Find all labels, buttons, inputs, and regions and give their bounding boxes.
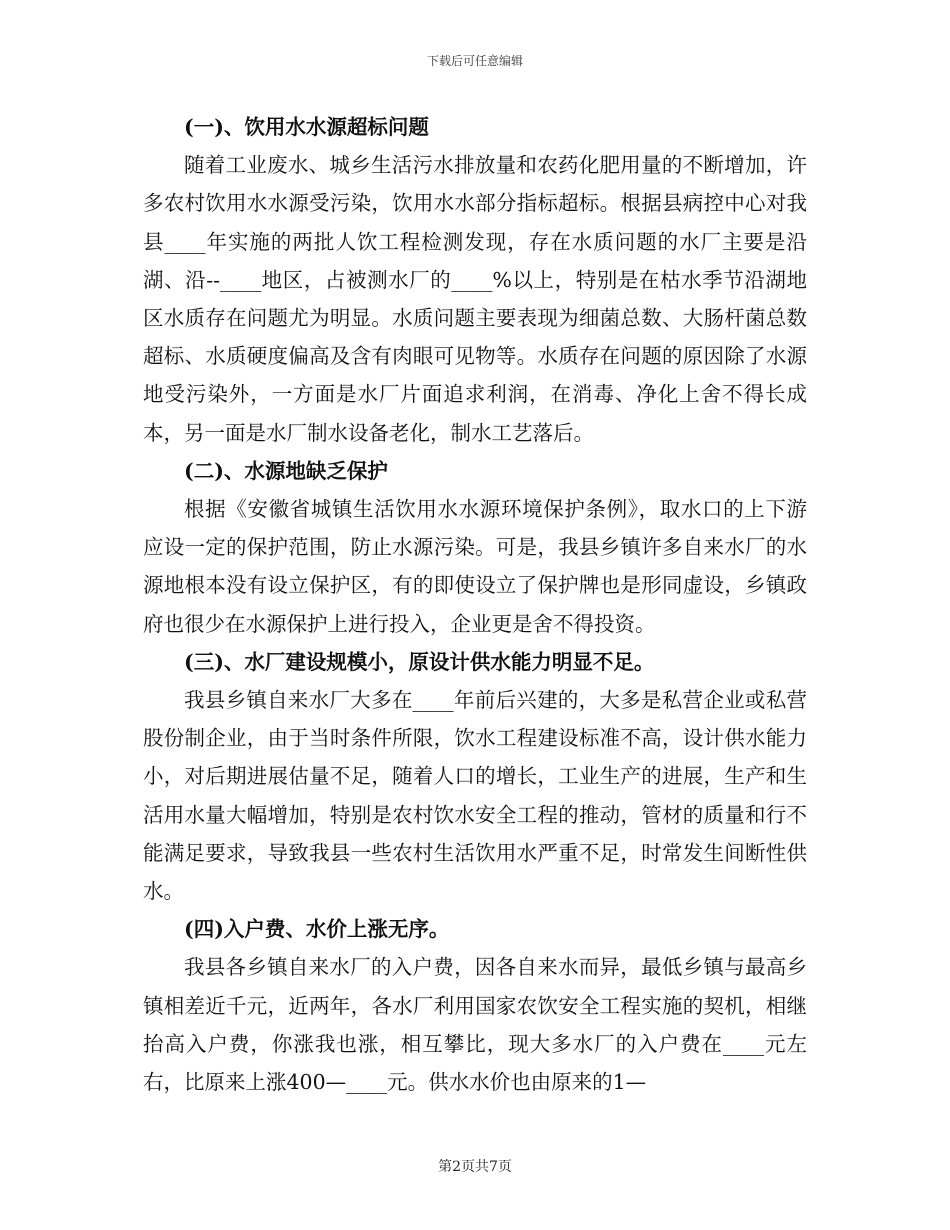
section-paragraph-4: 我县各乡镇自来水厂的入户费，因各自来水而异，最低乡镇与最高乡镇相差近千元，近两年，各水厂利用国家农饮安全工程实施的契机，相继抬高入户费，你涨我也涨，相互攀比，现大多水厂的入户费在____元左右，比原来上涨400—____元。供水水价也由原来的1—	[143, 955, 807, 1095]
section-heading-1: (一)、饮用水水源超标问题	[184, 115, 429, 139]
document-body	[143, 108, 807, 1101]
page-header: 下载后可任意编辑	[426, 54, 523, 68]
page-footer: 第2页共7页	[438, 1159, 512, 1175]
section-heading-4: (四)入户费、水价上涨无序。	[184, 917, 450, 942]
section-paragraph-1: 随着工业废水、城乡生活污水排放量和农药化肥用量的不断增加，许多农村饮用水水源受污染，饮用水水部分指标超标。根据县病控中心对我县____年实施的两批人饮工程检测发现，存在水质问题的水厂主要是沿湖、沿--____地区，占被测水厂的____%以上，特别是在枯水季节沿湖地区水质存在问题尤为明显。水质问题主要表现为细菌总数、大肠杆菌总数超标、水质硬度偏高及含有肉眼可见物等。水质存在问题的原因除了水源地受污染外，一方面是水厂片面追求利润，在消毒、净化上舍不得长成本，另一面是水厂制水设备老化，制水工艺落后。	[143, 153, 807, 445]
section-paragraph-3: 我县乡镇自来水厂大多在____年前后兴建的，大多是私营企业或私营股份制企业，由于当时条件所限，饮水工程建设标准不高，设计供水能力小，对后期进展估量不足，随着人口的增长，工业生产的进展，生产和生活用水量大幅增加，特别是农村饮水安全工程的推动，管材的质量和行不能满足要求，导致我县一些农村生活饮用水严重不足，时常发生间断性供水。	[143, 688, 807, 904]
section-heading-2: (二)、水源地缺乏保护	[184, 458, 388, 483]
section-heading-3: (三)、水厂建设规模小，原设计供水能力明显不足。	[184, 649, 655, 674]
section-paragraph-2: 根据《安徽省城镇生活饮用水水源环境保护条例》，取水口的上下游应设一定的保护范围，防止水源污染。可是，我县乡镇许多自来水厂的水源地根本没有设立保护区，有的即使设立了保护牌也是形同虚设，乡镇政府也很少在水源保护上进行投入，企业更是舍不得投资。	[143, 497, 807, 636]
